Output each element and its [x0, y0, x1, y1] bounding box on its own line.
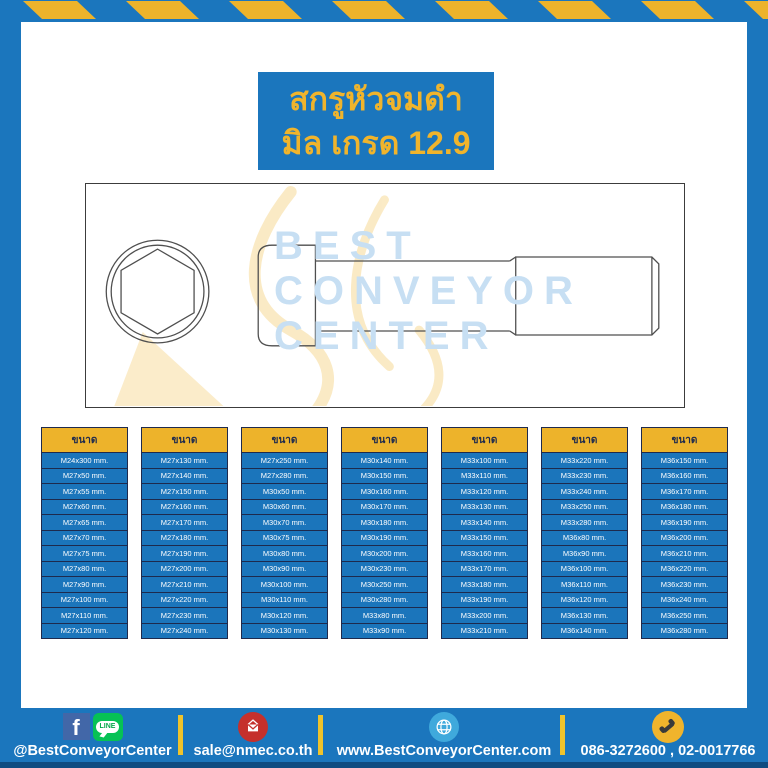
size-cell: M27x180 mm.: [141, 531, 228, 547]
size-cell: M30x50 mm.: [241, 484, 328, 500]
size-table-header: ขนาด: [41, 427, 128, 453]
size-cell: M27x240 mm.: [141, 624, 228, 640]
size-cell: M27x55 mm.: [41, 484, 128, 500]
watermark-line-2: CONVEYOR: [274, 269, 583, 313]
size-cell: M33x140 mm.: [441, 515, 528, 531]
footer-bottom-strip: [0, 762, 768, 768]
size-cell: M30x140 mm.: [341, 453, 428, 469]
size-table-column: [641, 427, 728, 639]
size-cell: M27x60 mm.: [41, 500, 128, 516]
size-cell: M30x110 mm.: [241, 593, 328, 609]
size-cell: M30x250 mm.: [341, 577, 428, 593]
size-cell: M33x170 mm.: [441, 562, 528, 578]
social-handle[interactable]: @BestConveyorCenter: [13, 743, 172, 759]
line-bubble: LINE: [96, 721, 120, 733]
size-cell: M36x200 mm.: [641, 531, 728, 547]
phone-section: [574, 711, 762, 759]
size-cell: M33x110 mm.: [441, 469, 528, 485]
size-cell: M33x250 mm.: [541, 500, 628, 516]
size-cell: M30x70 mm.: [241, 515, 328, 531]
size-cell: M27x70 mm.: [41, 531, 128, 547]
size-table-column: [441, 427, 528, 639]
size-cell: M27x50 mm.: [41, 469, 128, 485]
website-section: [333, 711, 555, 759]
size-cell: M27x100 mm.: [41, 593, 128, 609]
size-cell: M30x80 mm.: [241, 546, 328, 562]
size-table-column: [241, 427, 328, 639]
footer-divider-1: [178, 715, 183, 755]
size-cell: M33x240 mm.: [541, 484, 628, 500]
size-table-column: [541, 427, 628, 639]
size-cell: M33x80 mm.: [341, 608, 428, 624]
size-cell: M27x120 mm.: [41, 624, 128, 640]
size-cell: M27x150 mm.: [141, 484, 228, 500]
size-cell: M30x180 mm.: [341, 515, 428, 531]
size-cell: M33x230 mm.: [541, 469, 628, 485]
size-cell: M27x80 mm.: [41, 562, 128, 578]
size-cell: M27x250 mm.: [241, 453, 328, 469]
size-cell: M36x280 mm.: [641, 624, 728, 640]
size-cell: M36x190 mm.: [641, 515, 728, 531]
size-cell: M27x220 mm.: [141, 593, 228, 609]
size-cell: M33x200 mm.: [441, 608, 528, 624]
social-icons: [63, 711, 123, 742]
website-link[interactable]: www.BestConveyorCenter.com: [336, 743, 552, 759]
footer-divider-2: [318, 715, 323, 755]
size-cell: M30x100 mm.: [241, 577, 328, 593]
size-cell: M27x280 mm.: [241, 469, 328, 485]
size-cell: M27x200 mm.: [141, 562, 228, 578]
size-cell: M30x90 mm.: [241, 562, 328, 578]
size-cell: M30x160 mm.: [341, 484, 428, 500]
social-section: [10, 711, 175, 759]
size-table-header: ขนาด: [641, 427, 728, 453]
size-cell: M27x90 mm.: [41, 577, 128, 593]
watermark-line-3: CENTER: [274, 314, 499, 358]
size-cell: M33x90 mm.: [341, 624, 428, 640]
phone-numbers[interactable]: 086-3272600 , 02-0017766: [580, 743, 756, 759]
size-cell: M33x100 mm.: [441, 453, 528, 469]
size-cell: M36x120 mm.: [541, 593, 628, 609]
size-cell: M33x160 mm.: [441, 546, 528, 562]
globe-icon[interactable]: [429, 712, 459, 742]
size-cell: M30x280 mm.: [341, 593, 428, 609]
size-table-column: [41, 427, 128, 639]
size-cell: M27x130 mm.: [141, 453, 228, 469]
phone-icon[interactable]: [652, 711, 684, 743]
size-cell: M36x250 mm.: [641, 608, 728, 624]
right-border: [747, 22, 768, 708]
size-cell: M27x110 mm.: [41, 608, 128, 624]
size-cell: M27x65 mm.: [41, 515, 128, 531]
size-cell: M24x300 mm.: [41, 453, 128, 469]
size-cell: M30x170 mm.: [341, 500, 428, 516]
size-table-header: ขนาด: [341, 427, 428, 453]
size-cell: M30x230 mm.: [341, 562, 428, 578]
footer-divider-3: [560, 715, 565, 755]
size-cell: M30x190 mm.: [341, 531, 428, 547]
size-cell: M36x140 mm.: [541, 624, 628, 640]
left-border: [0, 22, 21, 708]
size-cell: M33x130 mm.: [441, 500, 528, 516]
email-link[interactable]: sale@nmec.co.th: [193, 743, 313, 759]
size-cell: M36x90 mm.: [541, 546, 628, 562]
size-cell: M27x140 mm.: [141, 469, 228, 485]
size-tables: [41, 427, 731, 639]
size-cell: M30x150 mm.: [341, 469, 428, 485]
size-cell: M36x80 mm.: [541, 531, 628, 547]
size-cell: M27x75 mm.: [41, 546, 128, 562]
email-section: [192, 711, 314, 759]
size-cell: M36x230 mm.: [641, 577, 728, 593]
facebook-glyph: f: [72, 715, 80, 740]
size-cell: M36x210 mm.: [641, 546, 728, 562]
size-cell: M33x210 mm.: [441, 624, 528, 640]
title-line-2: มิล เกรด 12.9: [281, 125, 471, 161]
logo-watermark-wedge: [113, 332, 226, 406]
footer: [0, 708, 768, 768]
facebook-icon[interactable]: [63, 713, 90, 740]
size-cell: M27x210 mm.: [141, 577, 228, 593]
size-cell: M33x120 mm.: [441, 484, 528, 500]
size-cell: M30x130 mm.: [241, 624, 328, 640]
size-table-column: [341, 427, 428, 639]
size-cell: M36x160 mm.: [641, 469, 728, 485]
size-cell: M36x130 mm.: [541, 608, 628, 624]
size-cell: M30x200 mm.: [341, 546, 428, 562]
size-cell: M27x230 mm.: [141, 608, 228, 624]
size-cell: M36x170 mm.: [641, 484, 728, 500]
size-table-header: ขนาด: [541, 427, 628, 453]
size-cell: M27x190 mm.: [141, 546, 228, 562]
screw-end-view: [106, 240, 209, 343]
size-cell: M30x60 mm.: [241, 500, 328, 516]
watermark-line-1: BEST: [274, 224, 421, 268]
size-cell: M33x150 mm.: [441, 531, 528, 547]
size-cell: M33x220 mm.: [541, 453, 628, 469]
size-cell: M36x180 mm.: [641, 500, 728, 516]
size-cell: M36x110 mm.: [541, 577, 628, 593]
top-hazard-stripe: [0, 0, 768, 22]
size-table-header: ขนาด: [441, 427, 528, 453]
line-icon[interactable]: [93, 713, 123, 741]
size-cell: M30x120 mm.: [241, 608, 328, 624]
drawing-panel: [85, 183, 685, 408]
size-table-header: ขนาด: [141, 427, 228, 453]
size-cell: M27x170 mm.: [141, 515, 228, 531]
size-cell: M33x180 mm.: [441, 577, 528, 593]
size-table-header: ขนาด: [241, 427, 328, 453]
size-cell: M36x100 mm.: [541, 562, 628, 578]
hex-socket: [121, 249, 194, 334]
email-icon[interactable]: [238, 712, 268, 742]
brand-watermark-text: [274, 224, 583, 359]
size-table-column: [141, 427, 228, 639]
size-cell: M30x75 mm.: [241, 531, 328, 547]
size-cell: M36x150 mm.: [641, 453, 728, 469]
title-line-1: สกรูหัวจมดำ: [289, 81, 463, 117]
title-banner: [258, 72, 494, 170]
size-cell: M33x280 mm.: [541, 515, 628, 531]
hazard-stripes-graphic: [0, 0, 768, 22]
size-cell: M33x190 mm.: [441, 593, 528, 609]
size-cell: M36x220 mm.: [641, 562, 728, 578]
size-cell: M36x240 mm.: [641, 593, 728, 609]
size-cell: M27x160 mm.: [141, 500, 228, 516]
